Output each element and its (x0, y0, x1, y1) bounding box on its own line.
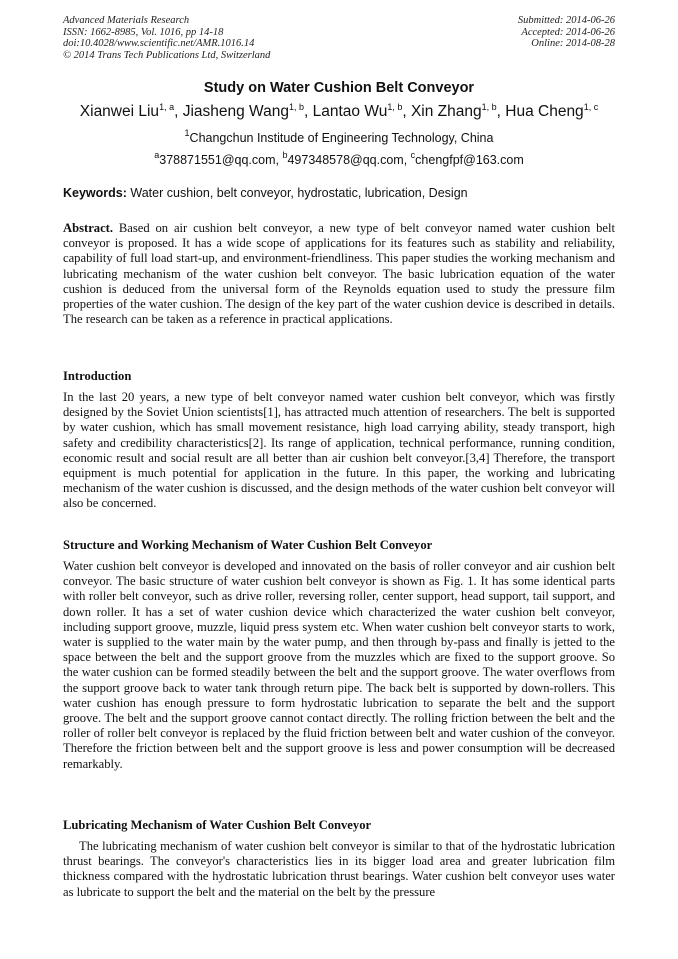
accepted-date: Accepted: 2014-06-26 (521, 26, 615, 38)
copyright: © 2014 Trans Tech Publications Ltd, Switzerland (63, 49, 271, 61)
doi: doi:10.4028/www.scientific.net/AMR.1016.14 (63, 38, 255, 49)
journal-metadata (63, 15, 270, 61)
section-body-introduction: In the last 20 years, a new type of belt conveyor named water cushion belt conveyor, which was firstly designed by the Soviet Union scientists[1], has attracted much attention of researchers. The belt is supported by water cushion, which has small movement resistance, high load carrying ability, steady transport, high safety and credibility characteristics[2]. Its range of application, technical performance, running condition, economic result and social result are all better than air cushion belt conveyor.[3,4] Therefore, the transport equipment is much potential for application in the future. In this paper, the working and lubricating mechanism of the water cushion is discussed, and the design methods of the water cushion belt conveyor will also be concerned. (63, 390, 615, 511)
journal-name: Advanced Materials Research (63, 15, 190, 26)
affiliation: $^1$Changchun Institude of Engineering Technology, China (184, 128, 494, 145)
author: Lantao Wu$^{1, b}$ (312, 102, 403, 120)
section-heading-introduction: Introduction (63, 369, 132, 383)
author: Xin Zhang$^{1, b}$ (410, 102, 497, 120)
author: Xianwei Liu$^{1, a}$ (79, 102, 175, 120)
email: $^c$chengfpf@163.com (410, 150, 524, 167)
section-body-lubricating: The lubricating mechanism of water cushion belt conveyor is similar to that of the hydrostatic lubrication thrust bearings. The conveyor's characteristics lies in its bigger load area and greater lubrication film thickness compared with the hydrostatic lubrication thrust bearings. Water cushion belt conveyor uses water as lubricate to support the belt and the material on the belt by the pressure (63, 839, 615, 899)
author-emails: $^a$378871551@qq.com, $^b$497348578@qq.com, $^c$chengfpf@163.com (154, 150, 524, 167)
paper-title: Study on Water Cushion Belt Conveyor (203, 80, 475, 96)
keywords-label: Keywords: (63, 186, 127, 200)
keywords-text: Water cushion, belt conveyor, hydrostatic, lubrication, Design (130, 186, 468, 200)
section-heading-lubricating: Lubricating Mechanism of Water Cushion Belt Conveyor (63, 818, 372, 832)
keywords (63, 186, 615, 200)
abstract-text: Based on air cushion belt conveyor, a new type of belt conveyor named water cushion belt conveyor is proposed. It has a wide scope of applications for its features such as stability and reliability, capability of full load start-up, and environment-friendliness. This paper studies the working mechanism and lubricating mechanism of the water cushion belt conveyor. The basic lubrication equation of the water cushion is deduced from the universal form of the Reynolds equation used to study the pressure film properties of the water cushion. The design of the key part of the water cushion device is described in details. The research can be taken as a reference in practical applications. (63, 221, 615, 327)
author-list: Xianwei Liu$^{1, a}$, Jiasheng Wang$^{1, b}$, Lantao Wu$^{1, b}$, Xin Zhang$^{1, b}$, Hua Cheng$^{1, c}$ (79, 102, 599, 120)
publication-dates (518, 15, 615, 50)
author: Jiasheng Wang$^{1, b}$ (182, 102, 304, 120)
section-heading-structure: Structure and Working Mechanism of Water Cushion Belt Conveyor (63, 538, 433, 552)
author: Hua Cheng$^{1, c}$ (505, 102, 599, 120)
abstract (63, 221, 615, 327)
submitted-date: Submitted: 2014-06-26 (517, 15, 615, 26)
abstract-label: Abstract. (63, 221, 114, 235)
online-date: Online: 2014-08-28 (531, 38, 615, 49)
email: $^a$378871551@qq.com (154, 150, 276, 167)
email: $^b$497348578@qq.com (282, 150, 404, 167)
issn: ISSN: 1662-8985, Vol. 1016, pp 14-18 (63, 26, 224, 38)
section-body-structure: Water cushion belt conveyor is developed and innovated on the basis of roller conveyor and air cushion belt conveyor. The basic structure of water cushion belt conveyor is shown as Fig. 1. It has some identical parts with roller belt conveyor, such as drive roller, reversing roller, center support, head support, tail support, and down roller. It has a set of water cushion device which characterized the water cushion belt conveyor, including support groove, muzzle, liquid press system etc. When water cushion belt conveyor starts to work, water is supplied to the water main by the water pump, and then through by-pass and finally is jetted to the space between the belt and the support groove from the muzzles which are fixed to the support groove. So the water cushion can be formed steadily between the belt and the support groove. The water overflows from the support groove back to water tank through return pipe. The back belt is supported by down-rollers. This water cushion has enough pressure to form hydrostatic lubrication to separate the belt and the support groove. The belt and the support groove cannot contact directly. The rolling friction between the belt and the roller of roller belt conveyor is replaced by the fluid friction between belt and water cushion of the conveyor. Therefore the friction between belt and the support groove is less and power consumption will be decreased remarkably. (63, 559, 615, 771)
